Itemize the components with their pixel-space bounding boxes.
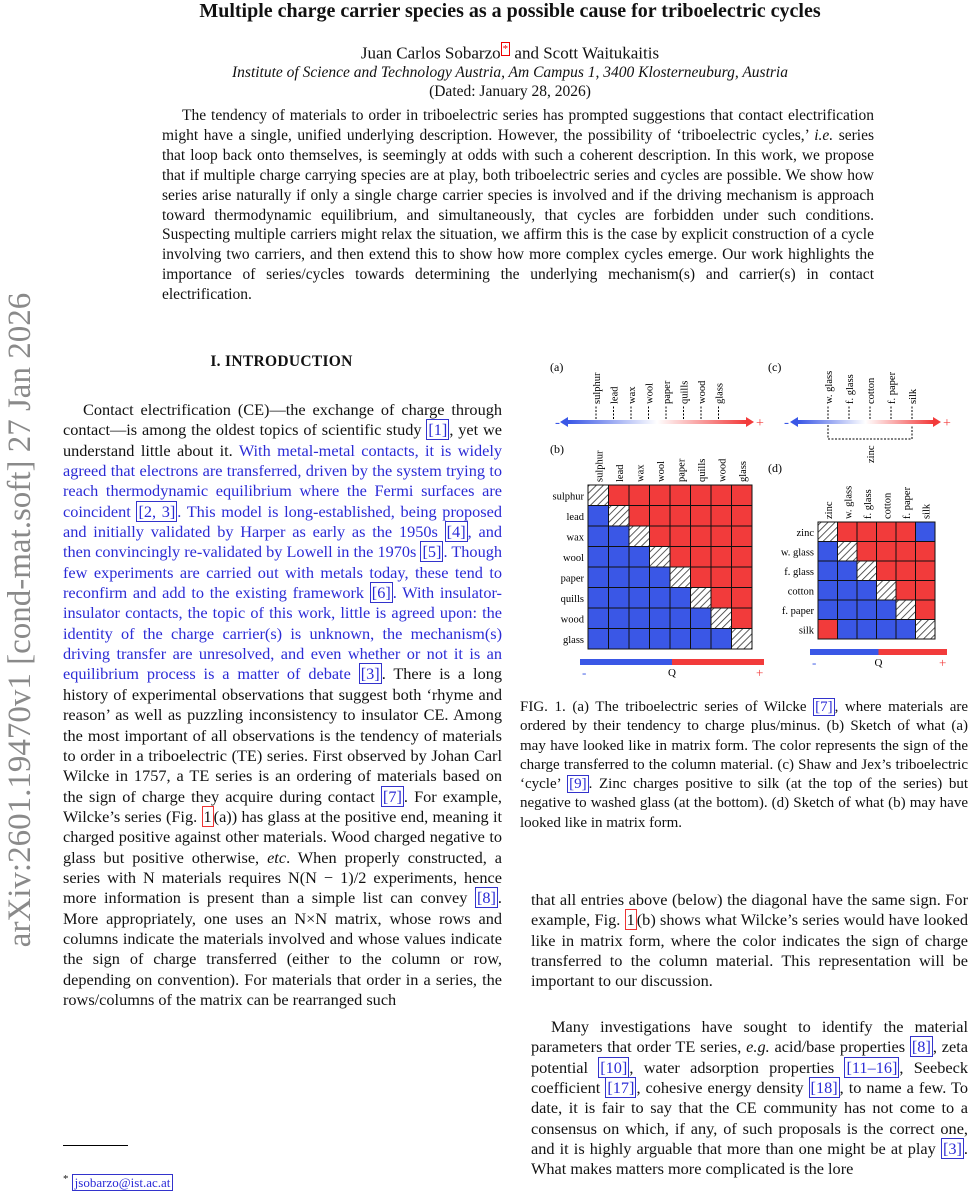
panel-c-item-label: w. glass	[824, 370, 835, 404]
matrix-cell	[877, 600, 897, 620]
matrix-cell	[629, 547, 650, 568]
figure-link[interactable]: 1	[203, 806, 212, 826]
colorbar-max-label: +	[756, 665, 764, 680]
panel-c-loop-label: zinc	[866, 445, 877, 463]
matrix-cell	[670, 547, 691, 568]
abstract-text: The tendency of materials to order in triboelectric series has prompted suggestions that contact electrification might have a single, unified underlying description. However, the possibility of ‘triboelectric cycles,’	[162, 107, 874, 144]
matrix-cell	[588, 608, 609, 629]
panel-a	[550, 360, 764, 431]
caption-text: (a) The triboelectric series of Wilcke	[565, 699, 814, 715]
panel-a-item-label: quills	[679, 380, 691, 404]
panel-a-label: (a)	[550, 360, 564, 374]
text: , zeta potential	[531, 1037, 968, 1077]
text: . For example, Wilcke’s series (Fig.	[63, 786, 503, 826]
colorbar-min-label: -	[582, 665, 587, 680]
matrix-cell	[818, 522, 838, 542]
panel-a-plus: +	[756, 416, 764, 431]
authors	[60, 43, 960, 64]
citation-link[interactable]: [11–16]	[846, 1057, 898, 1077]
citation-link[interactable]: [8]	[476, 888, 496, 908]
colorbar-min-label: -	[812, 655, 817, 670]
matrix-cell	[896, 542, 916, 562]
panel-c-left-arrowhead	[790, 417, 798, 427]
highlighted-text: . With insulator-insulator contacts, the topic of this work, little is agreed upon: the identity of the charge carrier(s) is unknown, the mechanism(s) driving transfer are unresolved, and even whether or not it is an equilibrium process is a matter of debate	[63, 583, 502, 684]
matrix-cell	[588, 526, 609, 547]
matrix-cell	[838, 561, 858, 581]
matrix-cell	[818, 600, 838, 620]
colorbar-max-label: +	[939, 655, 947, 670]
arxiv-stamp: arXiv:2601.19470v1 [cond-mat.soft] 27 Jan 2026	[2, 292, 38, 948]
caption-label: FIG. 1.	[520, 699, 566, 715]
matrix-cell	[877, 620, 897, 640]
matrix-cell	[857, 561, 877, 581]
citation-link[interactable]: [3]	[360, 664, 380, 684]
matrix-col-label: lead	[614, 464, 626, 482]
citation-link[interactable]: [7]	[815, 699, 833, 715]
matrix-cell	[818, 561, 838, 581]
matrix-cell	[857, 542, 877, 562]
matrix-cell	[877, 561, 897, 581]
matrix-cell	[838, 542, 858, 562]
matrix-cell	[670, 588, 691, 609]
text: that all entries above (below) the diagonal have the same sign. For example, Fig.	[531, 890, 968, 930]
matrix-cell	[838, 600, 858, 620]
matrix-cell	[609, 588, 630, 609]
matrix-row-label: lead	[566, 511, 584, 523]
highlighted-text: , and then convincingly re-validated by Lowell in the 1970s	[63, 522, 502, 562]
footnote	[63, 1173, 173, 1191]
matrix-cell	[670, 506, 691, 527]
matrix-cell	[670, 629, 691, 650]
matrix-cell	[711, 608, 732, 629]
abstract-text-2: series that loop back onto themselves, is seemingly at odds with such a coherent description. In this work, we propose that if multiple charge carrying species are at play, both triboelectric series and cycles are possible. We show how series arise naturally if only a single charge carrier species is involved and if the driving mechanism is approach toward thermodynamic equilibrium, and simultaneously, that cycles are forbidden under such conditions. Suspecting multiple carriers might relax the situation, we affirm this is the case by explicit construction of a cycle involving two carriers, and then extend this to show how more complex cycles emerge. Our work highlights the importance of series/cycles towards determining the underlying mechanism(s) and carrier(s) in contact electrification.	[162, 126, 875, 304]
matrix-cell	[609, 547, 630, 568]
matrix-cell	[711, 526, 732, 547]
panel-c-item-label: silk	[908, 388, 919, 404]
matrix-cell	[896, 620, 916, 640]
matrix-cell	[896, 600, 916, 620]
panel-c-minus: -	[784, 415, 789, 431]
matrix-cell	[818, 542, 838, 562]
citation-link[interactable]: [3]	[942, 1139, 962, 1159]
citation-link[interactable]: [17]	[607, 1078, 635, 1098]
panel-a-left-arrowhead	[560, 417, 568, 427]
matrix-row-label: f. paper	[781, 605, 814, 617]
matrix-cell	[609, 526, 630, 547]
panel-a-item-label: wool	[644, 383, 656, 404]
matrix-cell	[732, 567, 753, 588]
matrix-cell	[916, 581, 936, 601]
text-italic: e.g.	[746, 1037, 770, 1057]
matrix-cell	[629, 526, 650, 547]
matrix-cell	[629, 629, 650, 650]
citation-link[interactable]: [6]	[371, 583, 391, 603]
author-footnote-link[interactable]: *	[502, 43, 509, 55]
matrix-cell	[732, 485, 753, 506]
date-line: (Dated: January 28, 2026)	[429, 83, 591, 100]
colorbar-positive	[879, 649, 948, 655]
panel-a-item-label: sulphur	[592, 372, 603, 404]
matrix-cell	[896, 581, 916, 601]
figure-link[interactable]: 1	[626, 910, 635, 930]
matrix-cell	[609, 567, 630, 588]
matrix-cell	[896, 561, 916, 581]
panel-c-loop-bracket	[828, 425, 912, 439]
matrix-cell	[691, 547, 712, 568]
text: . More appropriately, one uses an N×N matrix, whose rows and columns indicate the materials involved and whose values indicate the sign of charge transferred (either to the column or row, depending on convention). For materials that order in a series, the rows/columns of the matrix can be rearranged such	[63, 888, 502, 1009]
matrix-cell	[857, 620, 877, 640]
figure-caption	[520, 698, 968, 833]
panel-a-item-label: lead	[609, 386, 621, 404]
panel-c-right-arrowhead	[933, 417, 941, 427]
matrix-cell	[711, 506, 732, 527]
matrix-col-label: wool	[655, 461, 667, 482]
matrix-cell	[896, 522, 916, 542]
panel-a-item-label: wood	[697, 380, 708, 404]
matrix-cell	[857, 600, 877, 620]
panel-label: (d)	[768, 461, 782, 475]
text: , cohesive energy density	[636, 1078, 809, 1098]
matrix-cell	[670, 608, 691, 629]
author-1: Juan Carlos Sobarzo	[360, 43, 501, 63]
matrix-row-label: wax	[566, 532, 584, 544]
matrix-cell	[732, 526, 753, 547]
matrix-row-label: f. glass	[784, 566, 814, 578]
matrix-cell	[588, 485, 609, 506]
matrix-row-label: cotton	[787, 586, 814, 598]
matrix-cell	[650, 485, 671, 506]
citation-link[interactable]: [9]	[569, 776, 587, 793]
panel-a-item-label: wax	[627, 386, 638, 404]
matrix-cell	[916, 600, 936, 620]
matrix-col-label: wax	[635, 464, 647, 482]
matrix-col-label: paper	[676, 458, 688, 482]
matrix-cell	[877, 542, 897, 562]
text: (b) shows what Wilcke’s series would have looked like in matrix form, where the color indicates the sign of charge transferred to the column material. This representation will be important to our discussion.	[531, 910, 968, 991]
highlighted-text: With metal-metal contacts, it is widely agreed that electrons are transferred, driven by the system trying to reach thermodynamic equilibrium where the Fermi surfaces are coincident	[63, 440, 503, 521]
matrix-row-label: silk	[798, 625, 814, 637]
matrix-cell	[588, 506, 609, 527]
panel-b	[550, 442, 764, 680]
affiliation: Institute of Science and Technology Austria, Am Campus 1, 3400 Klosterneuburg, Austria	[232, 64, 788, 81]
matrix-row-label: quills	[560, 593, 584, 605]
matrix-cell	[691, 485, 712, 506]
matrix-cell	[857, 581, 877, 601]
matrix-col-label: silk	[921, 503, 933, 519]
text: Contact electrification (CE)—the exchange of charge through contact—is among the oldest topics of scientific study	[63, 400, 502, 440]
matrix-cell	[609, 506, 630, 527]
matrix-col-label: cotton	[882, 492, 894, 519]
citation-link[interactable]: [8]	[911, 1037, 931, 1057]
citation-link[interactable]: [18]	[810, 1078, 838, 1098]
citation-link[interactable]: [4]	[446, 522, 466, 542]
text: Many investigations have sought to identify the material parameters that order TE series,	[531, 1017, 968, 1057]
figure-1	[528, 355, 968, 685]
caption-text: , where materials are ordered by their tendency to charge plus/minus. (b) Sketch of what (a) may have looked like in matrix form. The color represents the sign of the charge transferred to the column material. (c) Shaw and Jex’s triboelectric ‘cycle’	[520, 699, 969, 793]
matrix-cell	[857, 522, 877, 542]
matrix-cell	[877, 522, 897, 542]
matrix-cell	[650, 567, 671, 588]
text: acid/base properties	[769, 1037, 910, 1057]
caption-text: . Zinc charges positive to silk (at the top of the series) but negative to washed glass (at the bottom). (d) Sketch of what (b) may have looked like in matrix form.	[520, 776, 968, 831]
matrix-cell	[629, 567, 650, 588]
abstract	[162, 106, 874, 305]
matrix-cell	[588, 588, 609, 609]
matrix-cell	[670, 526, 691, 547]
text: , Seebeck coefficient	[531, 1057, 968, 1098]
panel-a-item-label: paper	[662, 380, 673, 404]
intro-paragraph	[63, 400, 502, 1010]
panel-c-item-label: f. paper	[887, 371, 898, 404]
text: , yet we understand little about it.	[63, 420, 502, 460]
citation-link[interactable]: [10]	[600, 1057, 628, 1077]
footnote-mark: *	[63, 1173, 69, 1185]
section-heading: I. INTRODUCTION	[210, 353, 353, 370]
colorbar-negative	[810, 649, 879, 655]
matrix-cell	[838, 581, 858, 601]
matrix-cell	[650, 526, 671, 547]
text: (a)) has glass at the positive end, meaning it charged positive against other materials. Wood charged negative to glass but positive otherwise,	[63, 806, 502, 867]
right-paragraph-1	[531, 890, 968, 992]
matrix-cell	[818, 620, 838, 640]
matrix-cell	[609, 629, 630, 650]
matrix-cell	[711, 485, 732, 506]
matrix-cell	[916, 522, 936, 542]
panel-a-right-arrowhead	[746, 417, 754, 427]
author-2: and Scott Waitukaitis	[510, 43, 660, 63]
panel-a-item-label: glass	[714, 383, 726, 404]
panel-c-label: (c)	[768, 360, 782, 374]
matrix-cell	[691, 588, 712, 609]
panel-c-plus: +	[943, 416, 951, 431]
matrix-row-label: sulphur	[552, 491, 584, 503]
matrix-cell	[916, 620, 936, 640]
matrix-cell	[711, 629, 732, 650]
right-paragraph-2	[531, 1017, 968, 1180]
matrix-cell	[711, 547, 732, 568]
matrix-col-label: wood	[717, 458, 729, 482]
matrix-cell	[588, 629, 609, 650]
matrix-cell	[588, 567, 609, 588]
matrix-cell	[609, 608, 630, 629]
matrix-row-label: paper	[560, 573, 584, 585]
matrix-col-label: quills	[696, 458, 708, 482]
matrix-cell	[916, 542, 936, 562]
matrix-cell	[691, 629, 712, 650]
matrix-row-label: wood	[560, 614, 584, 626]
figure-1-svg	[528, 355, 968, 685]
abstract-ie: i.e.	[814, 126, 834, 144]
matrix-col-label: f. glass	[862, 489, 874, 519]
matrix-cell	[838, 620, 858, 640]
matrix-row-label: w. glass	[780, 547, 814, 559]
matrix-cell	[877, 581, 897, 601]
matrix-cell	[711, 567, 732, 588]
matrix-cell	[609, 485, 630, 506]
text: , water adsorption properties	[629, 1057, 845, 1077]
matrix-cell	[691, 506, 712, 527]
text: . When properly constructed, a series with N materials requires N(N − 1)/2 experiments, hence more information is present than a simple list can convey	[63, 847, 502, 908]
matrix-cell	[691, 608, 712, 629]
matrix-col-label: w. glass	[843, 485, 855, 519]
matrix-cell	[916, 561, 936, 581]
panel-a-minus: -	[555, 415, 560, 431]
panel-c-item-label: cotton	[866, 377, 877, 404]
colorbar-label: Q	[874, 657, 883, 669]
panel-c-item-label: f. glass	[845, 374, 856, 404]
panel-a-axis-bar	[568, 420, 746, 424]
matrix-cell	[711, 588, 732, 609]
matrix-cell	[838, 522, 858, 542]
colorbar-label: Q	[668, 667, 676, 679]
highlighted-text: . Though few experiments are carried out with metals today, these tend to reconfirm and add to the existing framework	[63, 542, 502, 603]
matrix-cell	[650, 608, 671, 629]
paper-title: Multiple charge carrier species as a possible cause for triboelectric cycles	[199, 0, 821, 22]
matrix-cell	[670, 485, 691, 506]
citation-link[interactable]: [5]	[422, 542, 442, 562]
highlighted-text: . This model is long-established, being proposed and initially validated by Harper as early as the 1950s	[63, 501, 502, 542]
text: , to name a few. To date, it is fair to say that the CE community has not come to a consensus on which, if any, of such proposals is the correct one, and it is highly arguable that more than one might be at play	[531, 1078, 968, 1159]
citation-link[interactable]: [2, 3]	[138, 501, 176, 521]
citation-link[interactable]: [7]	[382, 786, 402, 806]
matrix-cell	[691, 567, 712, 588]
colorbar-positive	[672, 659, 764, 665]
matrix-col-label: zinc	[823, 501, 835, 519]
matrix-cell	[650, 629, 671, 650]
text: . There is a long history of experimental observations that suggest both ‘rhyme and reason’ as well as puzzling inconsistency to insulator CE. Among the most important of all observations is the tendency of materials to order in a triboelectric (TE) series. First observed by Johan Carl Wilcke in 1757, a TE series is an ordering of materials based on the sign of charge they acquire during contact	[63, 664, 502, 806]
matrix-cell	[629, 506, 650, 527]
matrix-cell	[650, 547, 671, 568]
footnote-rule	[63, 1145, 128, 1146]
matrix-col-label: f. paper	[901, 486, 913, 519]
matrix-cell	[670, 567, 691, 588]
panel-label: (b)	[550, 442, 564, 456]
matrix-cell	[629, 588, 650, 609]
matrix-cell	[732, 629, 753, 650]
citation-link[interactable]: [1]	[428, 420, 448, 440]
matrix-cell	[650, 588, 671, 609]
matrix-cell	[732, 547, 753, 568]
matrix-cell	[732, 506, 753, 527]
email-link[interactable]: jsobarzo@ist.ac.at	[72, 1174, 174, 1191]
panel-d	[768, 461, 947, 670]
matrix-cell	[629, 485, 650, 506]
matrix-col-label: sulphur	[594, 450, 606, 482]
colorbar-negative	[580, 659, 672, 665]
matrix-row-label: glass	[563, 634, 584, 646]
text-italic: etc	[267, 847, 287, 867]
panel-c-axis-bar	[798, 420, 933, 424]
matrix-row-label: zinc	[796, 527, 814, 539]
matrix-row-label: wool	[563, 552, 584, 564]
panel-c	[768, 360, 951, 463]
matrix-col-label: glass	[737, 461, 749, 482]
text: . What makes matters more complicated is the lore	[531, 1139, 968, 1179]
matrix-cell	[629, 608, 650, 629]
matrix-cell	[650, 506, 671, 527]
matrix-cell	[818, 581, 838, 601]
matrix-cell	[732, 588, 753, 609]
matrix-cell	[588, 547, 609, 568]
matrix-cell	[732, 608, 753, 629]
matrix-cell	[691, 526, 712, 547]
